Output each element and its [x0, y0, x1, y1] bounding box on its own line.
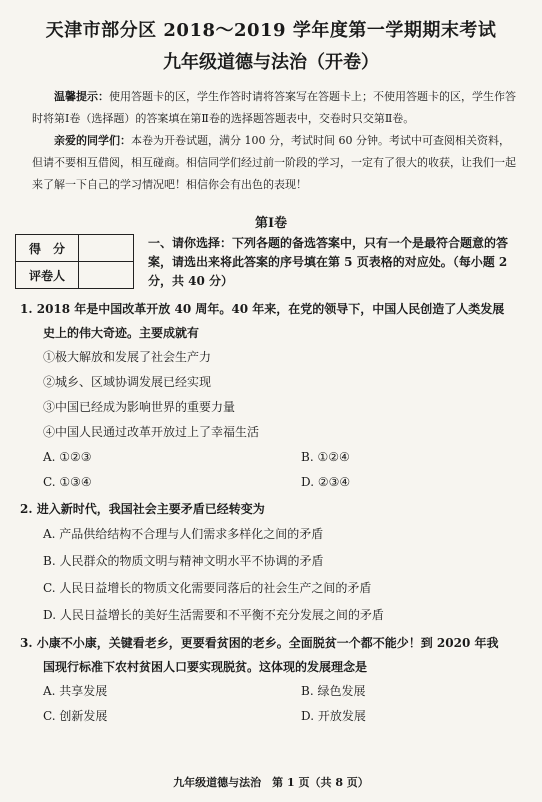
tip-label: 温馨提示： [54, 90, 109, 103]
option-d: D. ②③④ [301, 475, 351, 489]
option-b: B. 人民群众的物质文明与精神文明水平不协调的矛盾 [43, 554, 324, 568]
option-d: D. 人民日益增长的美好生活需要和不平衡不充分发展之间的矛盾 [43, 608, 384, 622]
statement-item: ③中国已经成为影响世界的重要力量 [43, 400, 236, 414]
greeting-text: 本卷为开卷试题，满分 100 分，考试时间 60 分钟。考试中可查阅相关资料，但请不要相互借阅，相互碰商。相信同学们经过前一阶段的学习，一定有了很大的收获，让我们一起来了解一下自己的学习情况吧！相信你会有出色的表现！ [32, 134, 516, 191]
score-cell [79, 235, 134, 262]
exam-title: 天津市部分区 2018～2019 学年度第一学期期末考试 [45, 20, 497, 41]
option-b: B. 绿色发展 [301, 684, 366, 698]
statement-item: ①极大解放和发展了社会生产力 [43, 350, 212, 364]
question-2 [20, 497, 520, 629]
greeting-paragraph [32, 130, 516, 196]
option-a: A. 共享发展 [43, 684, 108, 698]
question-3 [20, 631, 520, 729]
greeting-label: 亲爱的同学们： [54, 134, 131, 147]
score-label: 得 分 [16, 235, 79, 262]
option-a: A. 产品供给结构不合理与人们需求多样化之间的矛盾 [43, 527, 324, 541]
grader-cell [79, 262, 134, 289]
notice-block [32, 86, 516, 196]
tip-paragraph [32, 86, 516, 130]
question-stem-continued: 国现行标准下农村贫困人口要实现脱贫。这体现的发展理念是 [43, 660, 368, 674]
question-stem: 2018 年是中国改革开放 40 周年。40 年来，在党的领导下，中国人民创造了人类发展 [36, 302, 505, 316]
statement-item: ②城乡、区域协调发展已经实现 [43, 375, 212, 389]
option-d: D. 开放发展 [301, 709, 366, 723]
section-instruction: 一、请你选择：下列各题的备选答案中，只有一个是最符合题意的答案，请选出来将此答案的序号填在第 5 页表格的对应处。（每小题 2 分，共 40 分） [148, 236, 509, 288]
option-c: C. 人民日益增长的物质文化需要同落后的社会生产之间的矛盾 [43, 581, 372, 595]
question-stem: 小康不小康，关键看老乡，更要看贫困的老乡。全面脱贫一个都不能少！到 2020 年我 [36, 636, 499, 650]
grader-label: 评卷人 [16, 262, 79, 289]
option-c: C. 创新发展 [43, 709, 108, 723]
score-table [15, 234, 134, 289]
question-number: 2. [20, 502, 33, 516]
score-row [16, 235, 134, 262]
tip-text: 使用答题卡的区，学生作答时请将答案写在答题卡上；不使用答题卡的区，学生作答时将第Ⅰ卷（选择题）的答案填在第Ⅱ卷的选择题答题表中，交卷时只交第Ⅱ卷。 [32, 90, 516, 125]
option-b: B. ①②④ [301, 450, 350, 464]
question-stem-continued: 史上的伟大奇迹。主要成就有 [43, 326, 200, 340]
statement-item: ④中国人民通过改革开放过上了幸福生活 [43, 425, 260, 439]
question-number: 1. [20, 302, 33, 316]
grader-row [16, 262, 134, 289]
question-number: 3. [20, 636, 33, 650]
question-stem: 进入新时代，我国社会主要矛盾已经转变为 [36, 502, 265, 516]
page-footer: 九年级道德与法治 第 1 页（共 8 页） [173, 776, 369, 789]
option-a: A. ①②③ [43, 450, 92, 464]
option-c: C. ①③④ [43, 475, 92, 489]
question-1 [20, 297, 520, 495]
section-heading: 第Ⅰ卷 [254, 216, 288, 231]
exam-subtitle: 九年级道德与法治（开卷） [163, 52, 379, 73]
